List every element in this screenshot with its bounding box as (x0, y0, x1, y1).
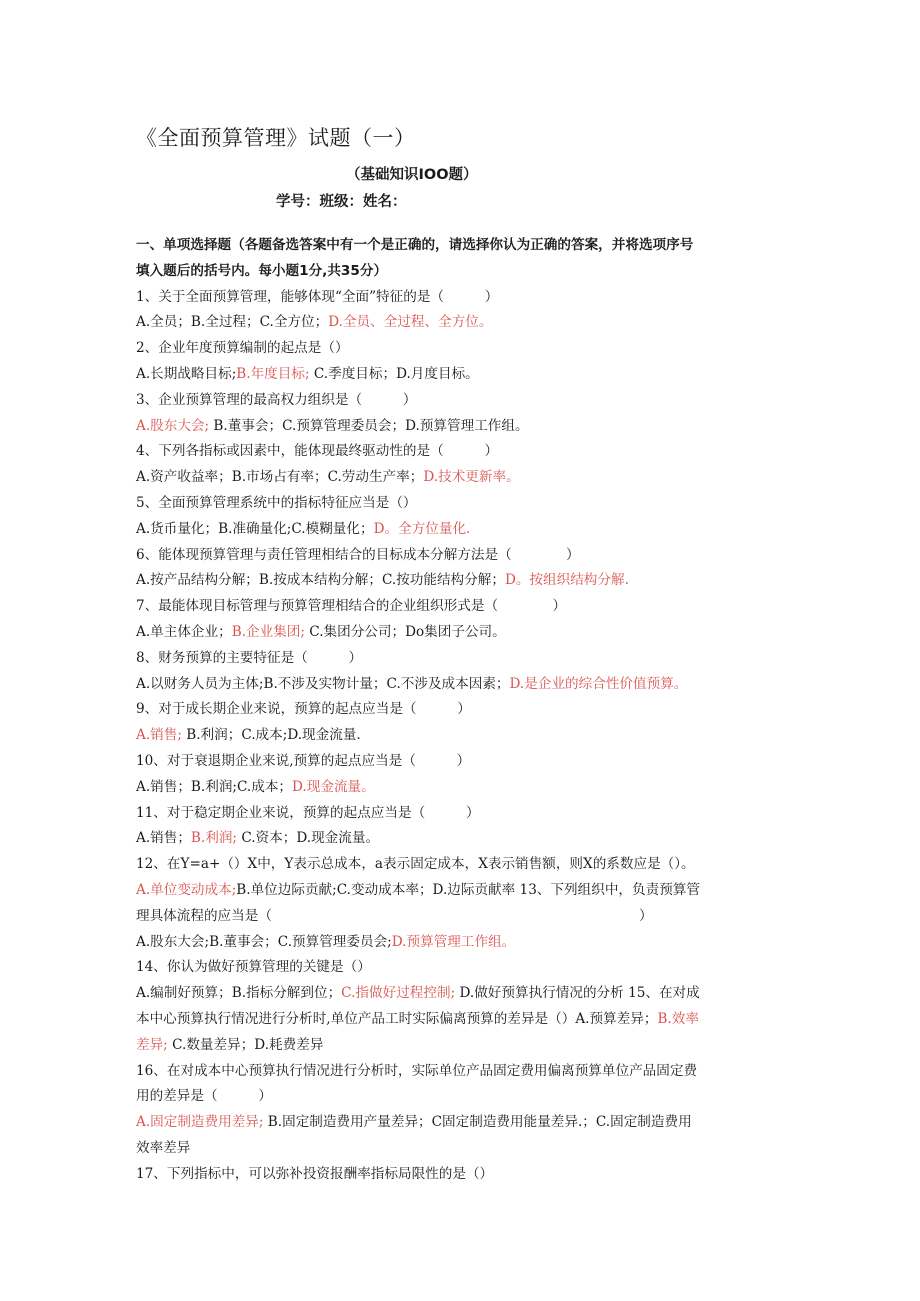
answer-highlight: A.固定制造费用差异; (136, 1114, 264, 1131)
options-15 (136, 1007, 782, 1033)
options-15-cont (136, 1033, 782, 1059)
question-16: 16、在对成本中心预算执行情况进行分析时，实际单位产品固定费用偏离预算单位产品固定费 (136, 1062, 698, 1079)
question-13: 理具体流程的应当是（ ） (136, 907, 653, 924)
answer-highlight: A.销售; (136, 727, 182, 744)
option-text: B.利润；C.成本;D.现金流量. (181, 727, 361, 744)
option-text: A.股东大会;B.董事会；C.预算管理委员会; (136, 933, 392, 950)
answer-highlight: B.年度目标; (236, 365, 310, 382)
question-9: 9、对于成长期企业来说，预算的起点应当是（ ） (136, 701, 471, 718)
answer-highlight: D.现金流量。 (292, 778, 375, 795)
options-9 (136, 723, 782, 749)
options-8 (136, 672, 782, 698)
options-14 (136, 981, 782, 1007)
answer-highlight: 差异; (136, 1036, 168, 1053)
option-text: 本中心预算执行情况进行分析时,单位产品工时实际偏离预算的差异是（）A.预算差异； (136, 1010, 658, 1027)
question-7: 7、最能体现目标管理与预算管理相结合的企业组织形式是（ ） (136, 598, 567, 615)
question-6: 6、能体现预算管理与责任管理相结合的目标成本分解方法是（ ） (136, 546, 580, 563)
options-7 (136, 620, 782, 646)
answer-highlight: B.利润; (190, 830, 237, 847)
question-12: 12、在Y=a+（）X中，Y表示总成本，a表示固定成本，X表示销售额，则X的系数应是（）。 (136, 856, 695, 873)
question-5: 5、全面预算管理系统中的指标特征应当是（） (136, 494, 417, 511)
question-11: 11、对于稳定期企业来说，预算的起点应当是（ ） (136, 804, 480, 821)
options-16-cont: 效率差异 (136, 1139, 191, 1156)
question-8: 8、财务预算的主要特征是（ ） (136, 649, 363, 666)
option-text: A.资产收益率；B.市场占有率；C.劳动生产率； (136, 469, 424, 486)
options-6 (136, 568, 782, 594)
options-16 (136, 1110, 782, 1136)
options-5 (136, 517, 782, 543)
answer-highlight: A.单位变动成本; (136, 881, 237, 898)
option-text: A.销售； (136, 830, 191, 847)
option-text: A.单主体企业； (136, 623, 232, 640)
option-text: C.资本；D.现金流量。 (237, 830, 380, 847)
options-12 (136, 878, 782, 904)
option-text: C.集团分公司；Do集团子公司。 (304, 623, 506, 640)
answer-highlight: D。全方位量化. (373, 520, 471, 537)
options-4 (136, 465, 782, 491)
options-13 (136, 930, 782, 956)
answer-highlight: C.指做好过程控制; (341, 985, 456, 1002)
answer-highlight: D.技术更新率。 (423, 469, 520, 486)
exam-title: 《全面预算管理》试题（一） (136, 126, 416, 150)
answer-highlight: B.效率 (657, 1010, 699, 1027)
option-text: C.数量差异；D.耗费差异 (167, 1036, 324, 1053)
options-10 (136, 775, 782, 801)
option-text: A.以财务人员为主体;B.不涉及实物计量；C.不涉及成本因素； (136, 675, 510, 692)
answer-highlight: B.企业集团; (231, 623, 305, 640)
section-heading: 一、单项选择题（各题备选答案中有一个是正确的，请选择你认为正确的答案，并将选项序号 (136, 237, 694, 253)
section-heading-cont: 填入题后的括号内。每小题1分,共35分） (136, 262, 388, 279)
question-17: 17、下列指标中，可以弥补投资报酬率指标局限性的是（） (136, 1165, 494, 1182)
option-text: B.固定制造费用产量差异；C固定制造费用能量差异.；C.固定制造费用 (263, 1114, 692, 1131)
answer-highlight: A.股东大会; (136, 417, 210, 434)
option-text: C.季度目标；D.月度目标。 (309, 365, 479, 382)
option-text: B.董事会；C.预算管理委员会；D.预算管理工作组。 (209, 417, 529, 434)
question-list (136, 233, 782, 1187)
answer-highlight: D.预算管理工作组。 (391, 933, 516, 950)
option-text: B.单位边际贡献;C.变动成本率；D.边际贡献率 13、下列组织中，负责预算管 (236, 881, 700, 898)
option-text: A.编制好预算；B.指标分解到位； (136, 985, 342, 1002)
option-text: A.全员；B.全过程；C.全方位； (136, 314, 329, 331)
options-2 (136, 362, 782, 388)
question-3: 3、企业预算管理的最高权力组织是（ ） (136, 391, 417, 408)
option-text: A.按产品结构分解；B.按成本结构分解；C.按功能结构分解； (136, 572, 505, 589)
question-4: 4、下列各指标或因素中，能体现最终驱动性的是（ ） (136, 443, 499, 460)
question-1: 1、关于全面预算管理，能够体现“全面”特征的是（ ） (136, 288, 499, 305)
answer-highlight: D.是企业的综合性价值预算。 (509, 675, 688, 692)
exam-subtitle: （基础知识IOO题） (346, 167, 478, 183)
question-14: 14、你认为做好预算管理的关键是（） (136, 959, 371, 976)
options-11 (136, 826, 782, 852)
question-10: 10、对于衰退期企业来说,预算的起点应当是（ ） (136, 752, 471, 769)
options-3 (136, 414, 782, 440)
answer-highlight: D。按组织结构分解. (504, 572, 629, 589)
answer-highlight: D.全员、全过程、全方位。 (328, 314, 493, 331)
option-text: A.长期战略目标; (136, 365, 237, 382)
option-text: A.销售；B.利润;C.成本； (136, 778, 293, 795)
question-2: 2、企业年度预算编制的起点是（） (136, 340, 349, 357)
question-16-cont: 用的差异是（ ） (136, 1088, 272, 1105)
options-1 (136, 310, 782, 336)
student-info-line: 学号：班级：姓名： (276, 194, 407, 210)
option-text: D.做好预算执行情况的分析 15、在对成 (455, 985, 700, 1002)
option-text: A.货币量化；B.准确量化;C.模糊量化； (136, 520, 374, 537)
